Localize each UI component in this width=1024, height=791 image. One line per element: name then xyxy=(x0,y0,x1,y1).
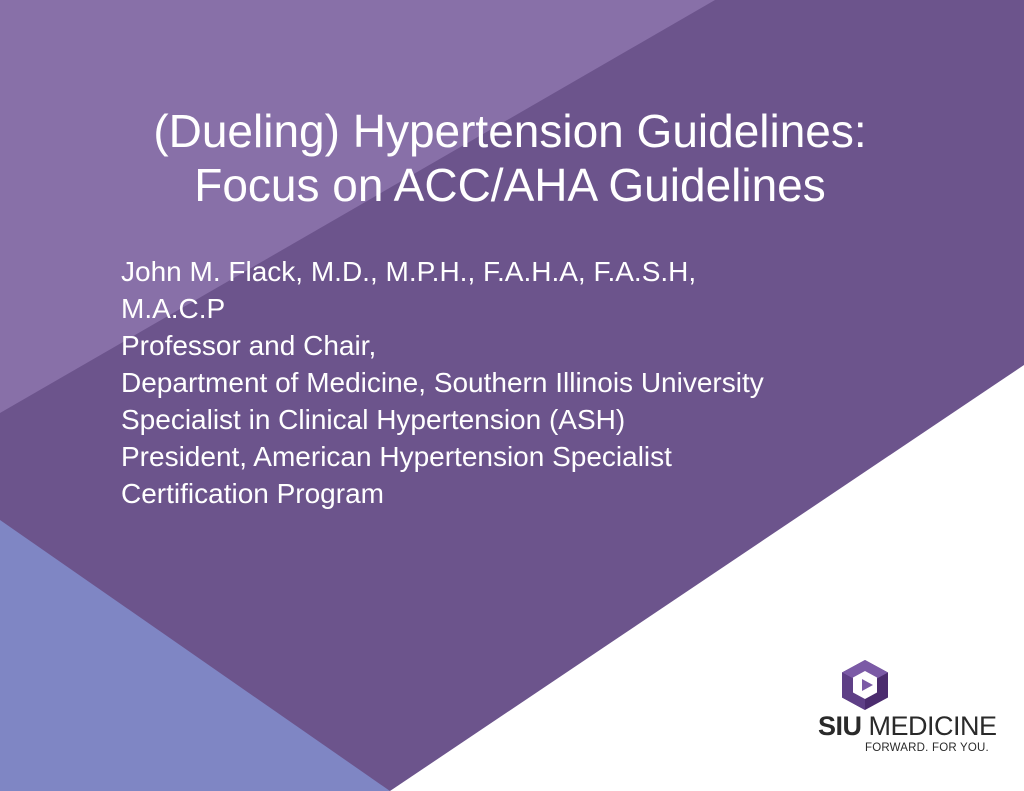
author-credentials xyxy=(121,253,881,512)
author-specialist-line: Specialist in Clinical Hypertension (ASH) xyxy=(121,404,626,435)
logo-tagline: FORWARD. FOR YOU. xyxy=(865,742,989,754)
slide-title xyxy=(60,104,960,212)
author-president-line: President, American Hypertension Specialist xyxy=(121,441,672,472)
logo-wordmark-bold: SIU xyxy=(818,711,862,741)
author-program-line: Certification Program xyxy=(121,478,384,509)
siu-hexagon-mark-icon xyxy=(842,660,888,710)
author-credentials-line: M.A.C.P xyxy=(121,293,226,324)
logo-wordmark-light: MEDICINE xyxy=(861,711,997,741)
slide-title-line-2: Focus on ACC/AHA Guidelines xyxy=(194,159,826,211)
author-title-line: Professor and Chair, xyxy=(121,330,377,361)
slide-title-line-1: (Dueling) Hypertension Guidelines: xyxy=(153,105,867,157)
author-name-line: John M. Flack, M.D., M.P.H., F.A.H.A, F.A.S.H, xyxy=(121,256,697,287)
author-department-line: Department of Medicine, Southern Illinois University xyxy=(121,367,764,398)
siu-medicine-logo xyxy=(818,660,997,755)
logo-wordmark xyxy=(818,711,997,741)
